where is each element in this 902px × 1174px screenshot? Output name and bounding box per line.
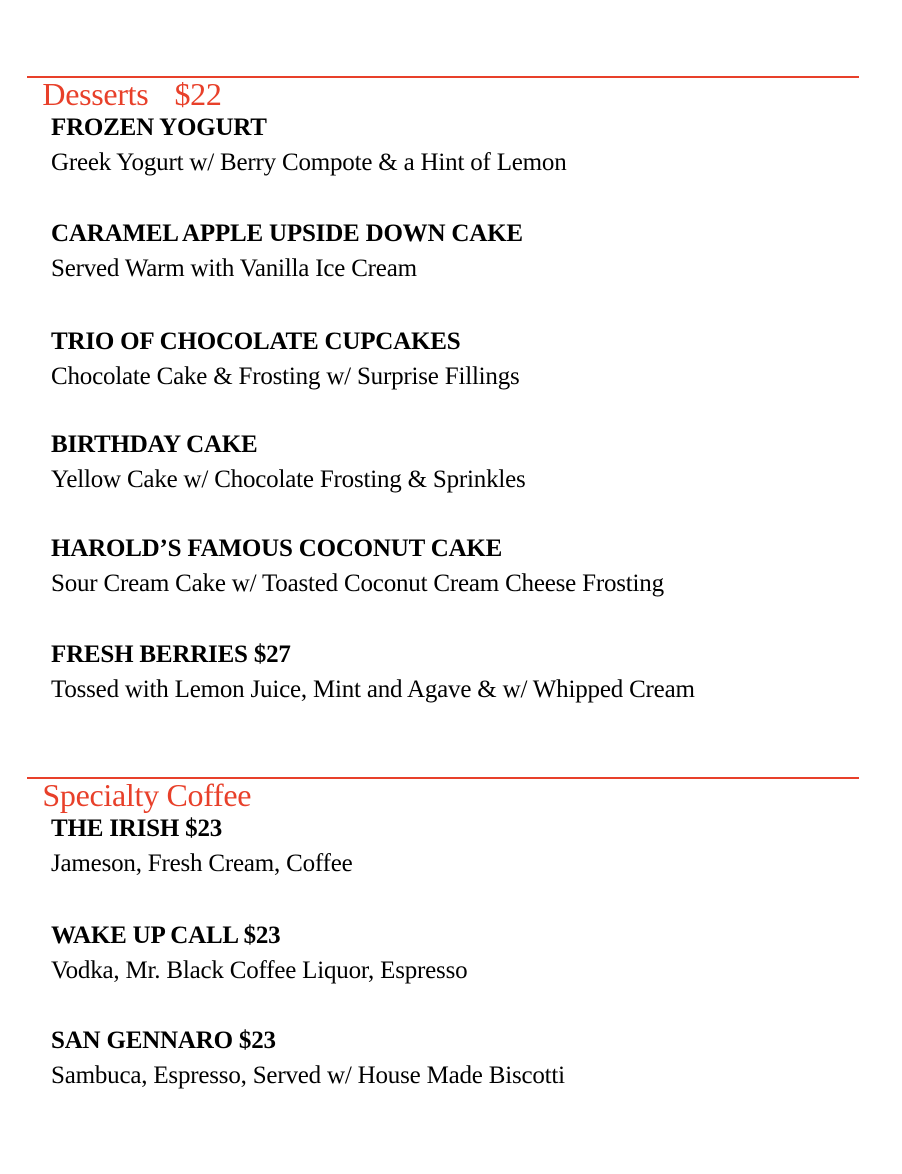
item-description: Jameson, Fresh Cream, Coffee bbox=[51, 850, 353, 877]
item-description: Tossed with Lemon Juice, Mint and Agave & w/ Whipped Cream bbox=[51, 676, 695, 703]
item-name: SAN GENNARO $23 bbox=[51, 1027, 276, 1054]
item-description: Yellow Cake w/ Chocolate Frosting & Sprinkles bbox=[51, 466, 526, 493]
menu-item-birthday-cake bbox=[51, 428, 871, 497]
menu-item-frozen-yogurt bbox=[51, 111, 871, 180]
item-description: Served Warm with Vanilla Ice Cream bbox=[51, 255, 417, 282]
item-description: Sour Cream Cake w/ Toasted Coconut Cream Cheese Frosting bbox=[51, 570, 664, 597]
item-description: Chocolate Cake & Frosting w/ Surprise Fillings bbox=[51, 363, 520, 390]
item-description: Vodka, Mr. Black Coffee Liquor, Espresso bbox=[51, 957, 468, 984]
item-name: TRIO OF CHOCOLATE CUPCAKES bbox=[51, 328, 461, 355]
menu-item-wake-up-call bbox=[51, 919, 871, 988]
menu-item-coconut-cake bbox=[51, 532, 871, 601]
item-name: BIRTHDAY CAKE bbox=[51, 431, 258, 458]
desserts-title: Desserts bbox=[42, 76, 149, 112]
coffee-heading bbox=[27, 741, 859, 813]
desserts-price: $22 bbox=[174, 76, 222, 112]
menu-item-fresh-berries bbox=[51, 638, 871, 707]
item-description: Greek Yogurt w/ Berry Compote & a Hint of Lemon bbox=[51, 149, 567, 176]
item-name: THE IRISH $23 bbox=[51, 815, 223, 842]
item-name: CARAMEL APPLE UPSIDE DOWN CAKE bbox=[51, 220, 523, 247]
coffee-title: Specialty Coffee bbox=[42, 777, 252, 813]
menu-item-chocolate-cupcakes bbox=[51, 325, 871, 394]
item-name: FROZEN YOGURT bbox=[51, 114, 267, 141]
menu-item-the-irish bbox=[51, 812, 871, 881]
item-name: FRESH BERRIES $27 bbox=[51, 641, 291, 668]
item-name: WAKE UP CALL $23 bbox=[51, 922, 281, 949]
menu-item-san-gennaro bbox=[51, 1024, 871, 1093]
item-description: Sambuca, Espresso, Served w/ House Made Biscotti bbox=[51, 1062, 565, 1089]
desserts-heading bbox=[27, 40, 859, 112]
item-name: HAROLD’S FAMOUS COCONUT CAKE bbox=[51, 535, 503, 562]
menu-item-caramel-apple-cake bbox=[51, 217, 871, 286]
